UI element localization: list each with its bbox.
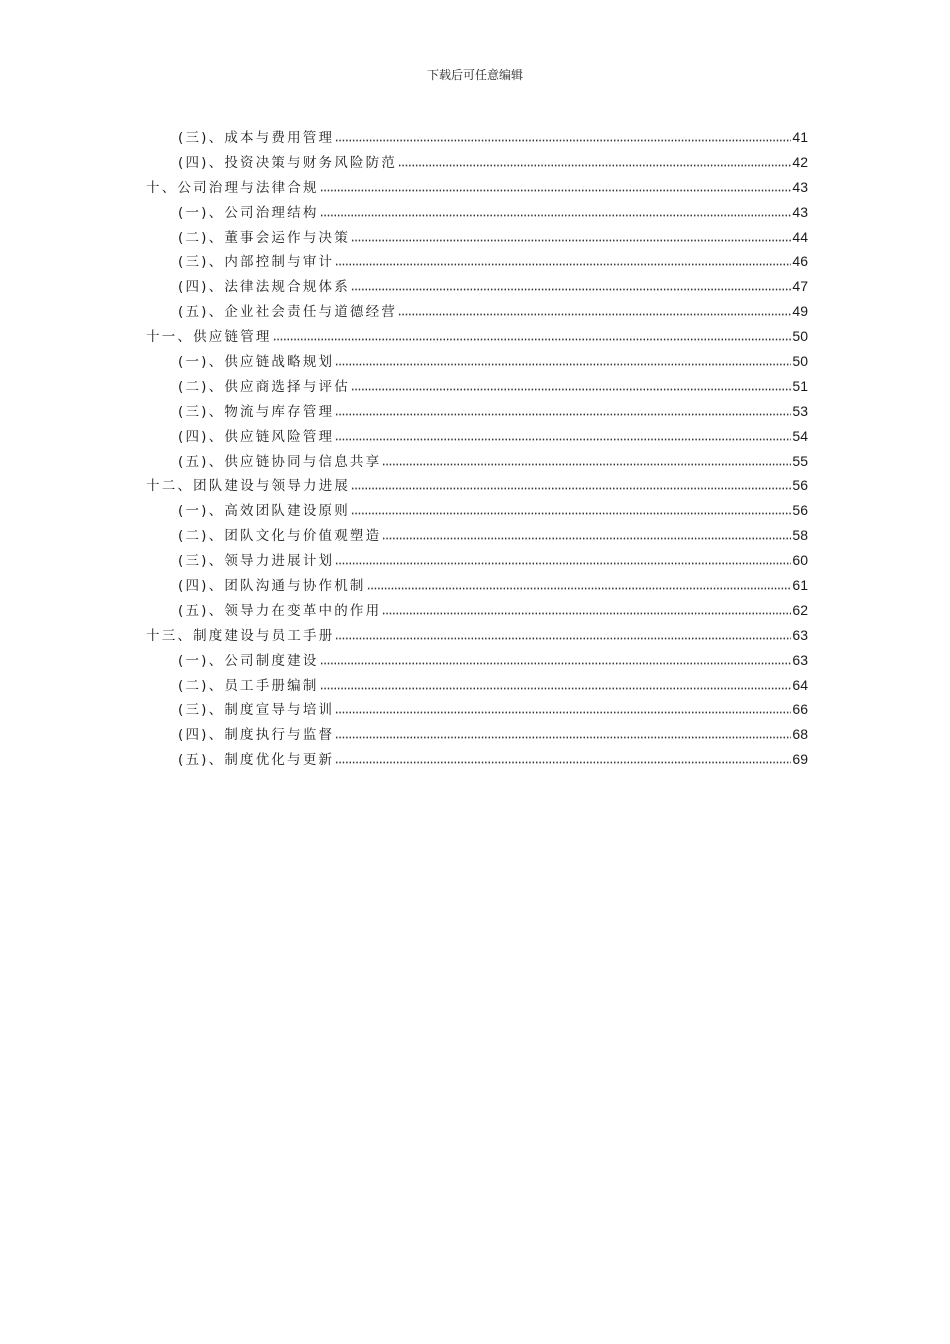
toc-dot-leader	[382, 601, 791, 615]
toc-page-number: 46	[792, 253, 808, 270]
toc-page-number: 62	[792, 601, 808, 618]
toc-dot-leader	[335, 700, 791, 714]
toc-page-number: 53	[792, 402, 808, 419]
toc-dot-leader	[335, 402, 791, 416]
toc-entry-title: (三)、物流与库存管理	[178, 403, 335, 420]
toc-section-entry[interactable]	[146, 674, 808, 699]
toc-dot-leader	[351, 377, 791, 391]
toc-page-number: 61	[792, 577, 808, 594]
toc-dot-leader	[335, 750, 791, 764]
toc-page-number: 55	[792, 452, 808, 469]
toc-entry-title: (五)、制度优化与更新	[178, 752, 335, 769]
toc-section-entry[interactable]	[146, 649, 808, 674]
toc-entry-title: 十三、制度建设与员工手册	[146, 627, 335, 644]
toc-page-number: 50	[792, 328, 808, 345]
toc-section-entry[interactable]	[146, 250, 808, 275]
toc-section-entry[interactable]	[146, 126, 808, 151]
toc-section-entry[interactable]	[146, 524, 808, 549]
toc-entry-title: (四)、法律法规合规体系	[178, 279, 350, 296]
toc-entry-title: (五)、企业社会责任与道德经营	[178, 304, 398, 321]
toc-page-number: 56	[792, 477, 808, 494]
toc-entry-title: (一)、公司制度建设	[178, 652, 319, 669]
toc-entry-title: (三)、制度宣导与培训	[178, 702, 335, 719]
toc-page-number: 50	[792, 353, 808, 370]
toc-entry-title: (二)、供应商选择与评估	[178, 378, 350, 395]
toc-dot-leader	[335, 252, 791, 266]
toc-page-number: 68	[792, 726, 808, 743]
toc-page-number: 42	[792, 153, 808, 170]
toc-chapter-entry[interactable]	[146, 624, 808, 649]
toc-section-entry[interactable]	[146, 275, 808, 300]
toc-section-entry[interactable]	[146, 226, 808, 251]
toc-page-number: 43	[792, 203, 808, 220]
toc-page-number: 43	[792, 178, 808, 195]
toc-page-number: 51	[792, 377, 808, 394]
toc-dot-leader	[335, 626, 791, 640]
toc-page-number: 47	[792, 278, 808, 295]
toc-section-entry[interactable]	[146, 599, 808, 624]
toc-entry-title: (一)、供应链战略规划	[178, 354, 335, 371]
toc-entry-title: (三)、领导力进展计划	[178, 553, 335, 570]
toc-dot-leader	[351, 476, 791, 490]
toc-entry-title: 十一、供应链管理	[146, 329, 272, 346]
toc-entry-title: (四)、供应链风险管理	[178, 428, 335, 445]
toc-dot-leader	[335, 725, 791, 739]
table-of-contents	[146, 126, 808, 773]
toc-chapter-entry[interactable]	[146, 474, 808, 499]
toc-entry-title: (一)、高效团队建设原则	[178, 503, 350, 520]
toc-section-entry[interactable]	[146, 698, 808, 723]
toc-entry-title: (五)、领导力在变革中的作用	[178, 602, 382, 619]
toc-section-entry[interactable]	[146, 201, 808, 226]
toc-section-entry[interactable]	[146, 151, 808, 176]
toc-dot-leader	[320, 676, 792, 690]
toc-dot-leader	[335, 551, 791, 565]
toc-dot-leader	[320, 203, 792, 217]
toc-entry-title: (四)、制度执行与监督	[178, 727, 335, 744]
toc-section-entry[interactable]	[146, 723, 808, 748]
toc-section-entry[interactable]	[146, 375, 808, 400]
toc-dot-leader	[273, 327, 792, 341]
toc-entry-title: (二)、团队文化与价值观塑造	[178, 528, 382, 545]
toc-section-entry[interactable]	[146, 400, 808, 425]
page-header: 下载后可任意编辑	[426, 68, 523, 82]
toc-page-number: 44	[792, 228, 808, 245]
toc-dot-leader	[351, 501, 791, 515]
toc-page-number: 63	[792, 626, 808, 643]
toc-entry-title: 十、公司治理与法律合规	[146, 179, 319, 196]
toc-dot-leader	[382, 452, 791, 466]
toc-dot-leader	[351, 228, 791, 242]
toc-dot-leader	[367, 576, 792, 590]
toc-page-number: 69	[792, 751, 808, 768]
toc-entry-title: (五)、供应链协同与信息共享	[178, 453, 382, 470]
toc-page-number: 60	[792, 552, 808, 569]
toc-entry-title: (一)、公司治理结构	[178, 204, 319, 221]
toc-entry-title: (三)、内部控制与审计	[178, 254, 335, 271]
toc-section-entry[interactable]	[146, 574, 808, 599]
toc-entry-title: (二)、董事会运作与决策	[178, 229, 350, 246]
toc-dot-leader	[398, 153, 791, 167]
toc-page-number: 58	[792, 527, 808, 544]
toc-entry-title: (四)、投资决策与财务风险防范	[178, 154, 398, 171]
toc-page-number: 49	[792, 303, 808, 320]
toc-section-entry[interactable]	[146, 350, 808, 375]
toc-section-entry[interactable]	[146, 499, 808, 524]
toc-section-entry[interactable]	[146, 425, 808, 450]
toc-page-number: 63	[792, 651, 808, 668]
toc-dot-leader	[398, 302, 791, 316]
toc-page-number: 41	[792, 129, 808, 145]
toc-dot-leader	[335, 128, 791, 142]
toc-dot-leader	[320, 651, 792, 665]
toc-entry-title: (四)、团队沟通与协作机制	[178, 578, 366, 595]
toc-page-number: 64	[792, 676, 808, 693]
toc-dot-leader	[335, 427, 791, 441]
toc-dot-leader	[382, 526, 791, 540]
toc-dot-leader	[320, 178, 792, 192]
toc-section-entry[interactable]	[146, 748, 808, 773]
toc-entry-title: 十二、团队建设与领导力进展	[146, 478, 351, 495]
toc-entry-title: (二)、员工手册编制	[178, 677, 319, 694]
toc-section-entry[interactable]	[146, 450, 808, 475]
toc-entry-title: (三)、成本与费用管理	[178, 130, 335, 146]
toc-section-entry[interactable]	[146, 549, 808, 574]
toc-section-entry[interactable]	[146, 300, 808, 325]
toc-page-number: 56	[792, 502, 808, 519]
toc-page-number: 66	[792, 701, 808, 718]
toc-dot-leader	[351, 277, 791, 291]
toc-dot-leader	[335, 352, 791, 366]
toc-chapter-entry[interactable]	[146, 176, 808, 201]
toc-page-number: 54	[792, 427, 808, 444]
toc-chapter-entry[interactable]	[146, 325, 808, 350]
